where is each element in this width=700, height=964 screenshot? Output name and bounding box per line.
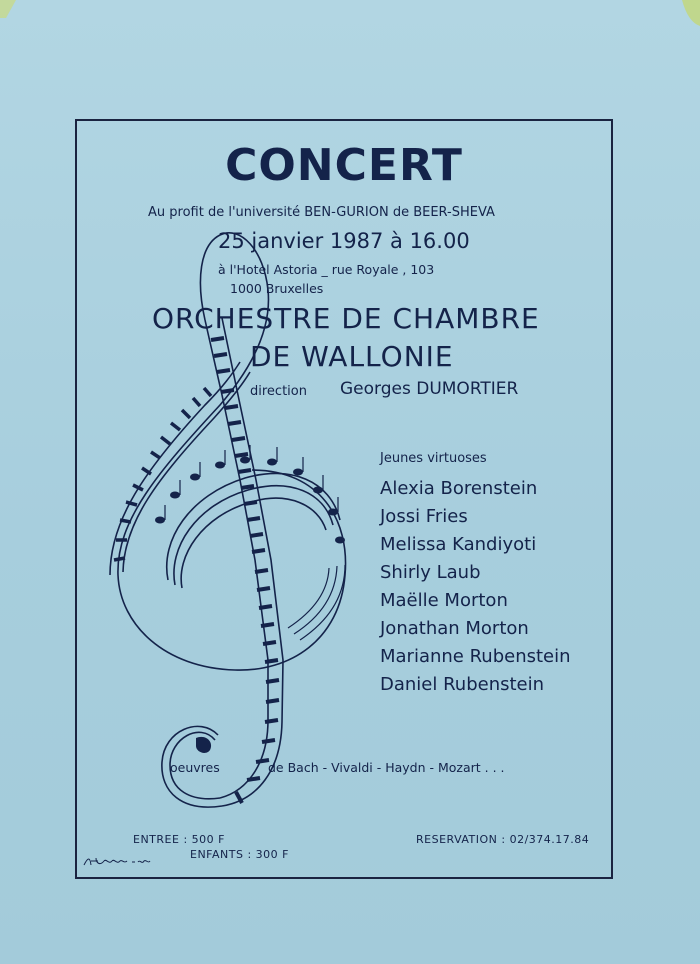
list-item: Shirly Laub xyxy=(380,562,481,583)
list-item: Alexia Borenstein xyxy=(380,478,538,499)
list-item: Maëlle Morton xyxy=(380,590,508,611)
conductor-name: Georges DUMORTIER xyxy=(340,379,519,399)
direction-label: direction xyxy=(250,384,307,399)
works-label: oeuvres xyxy=(170,760,220,775)
list-item: Marianne Rubenstein xyxy=(380,646,571,667)
orchestra-name-line2: DE WALLONIE xyxy=(250,340,454,373)
list-item: Melissa Kandiyoti xyxy=(380,534,537,555)
list-item: Jonathan Morton xyxy=(380,618,529,639)
works-composers: de Bach - Vivaldi - Haydn - Mozart . . . xyxy=(268,760,505,775)
venue-address: à l'Hotel Astoria _ rue Royale , 103 xyxy=(218,262,435,277)
benefit-subtitle: Au profit de l'université BEN-GURION de BEER-SHEVA xyxy=(148,205,495,220)
venue-city: 1000 Bruxelles xyxy=(230,281,324,296)
artist-signature-icon xyxy=(82,855,152,869)
reservation-phone: RESERVATION : 02/374.17.84 xyxy=(416,833,590,846)
list-item: Daniel Rubenstein xyxy=(380,674,545,695)
soloists-list xyxy=(380,478,571,702)
soloists-heading: Jeunes virtuoses xyxy=(380,451,487,466)
children-price: ENFANTS : 300 F xyxy=(190,848,289,861)
poster-title: CONCERT xyxy=(225,140,463,191)
orchestra-name-line1: ORCHESTRE DE CHAMBRE xyxy=(152,302,540,335)
entry-price: ENTREE : 500 F xyxy=(133,833,225,846)
list-item: Jossi Fries xyxy=(380,506,468,527)
concert-date-time: 25 janvier 1987 à 16.00 xyxy=(218,229,470,253)
